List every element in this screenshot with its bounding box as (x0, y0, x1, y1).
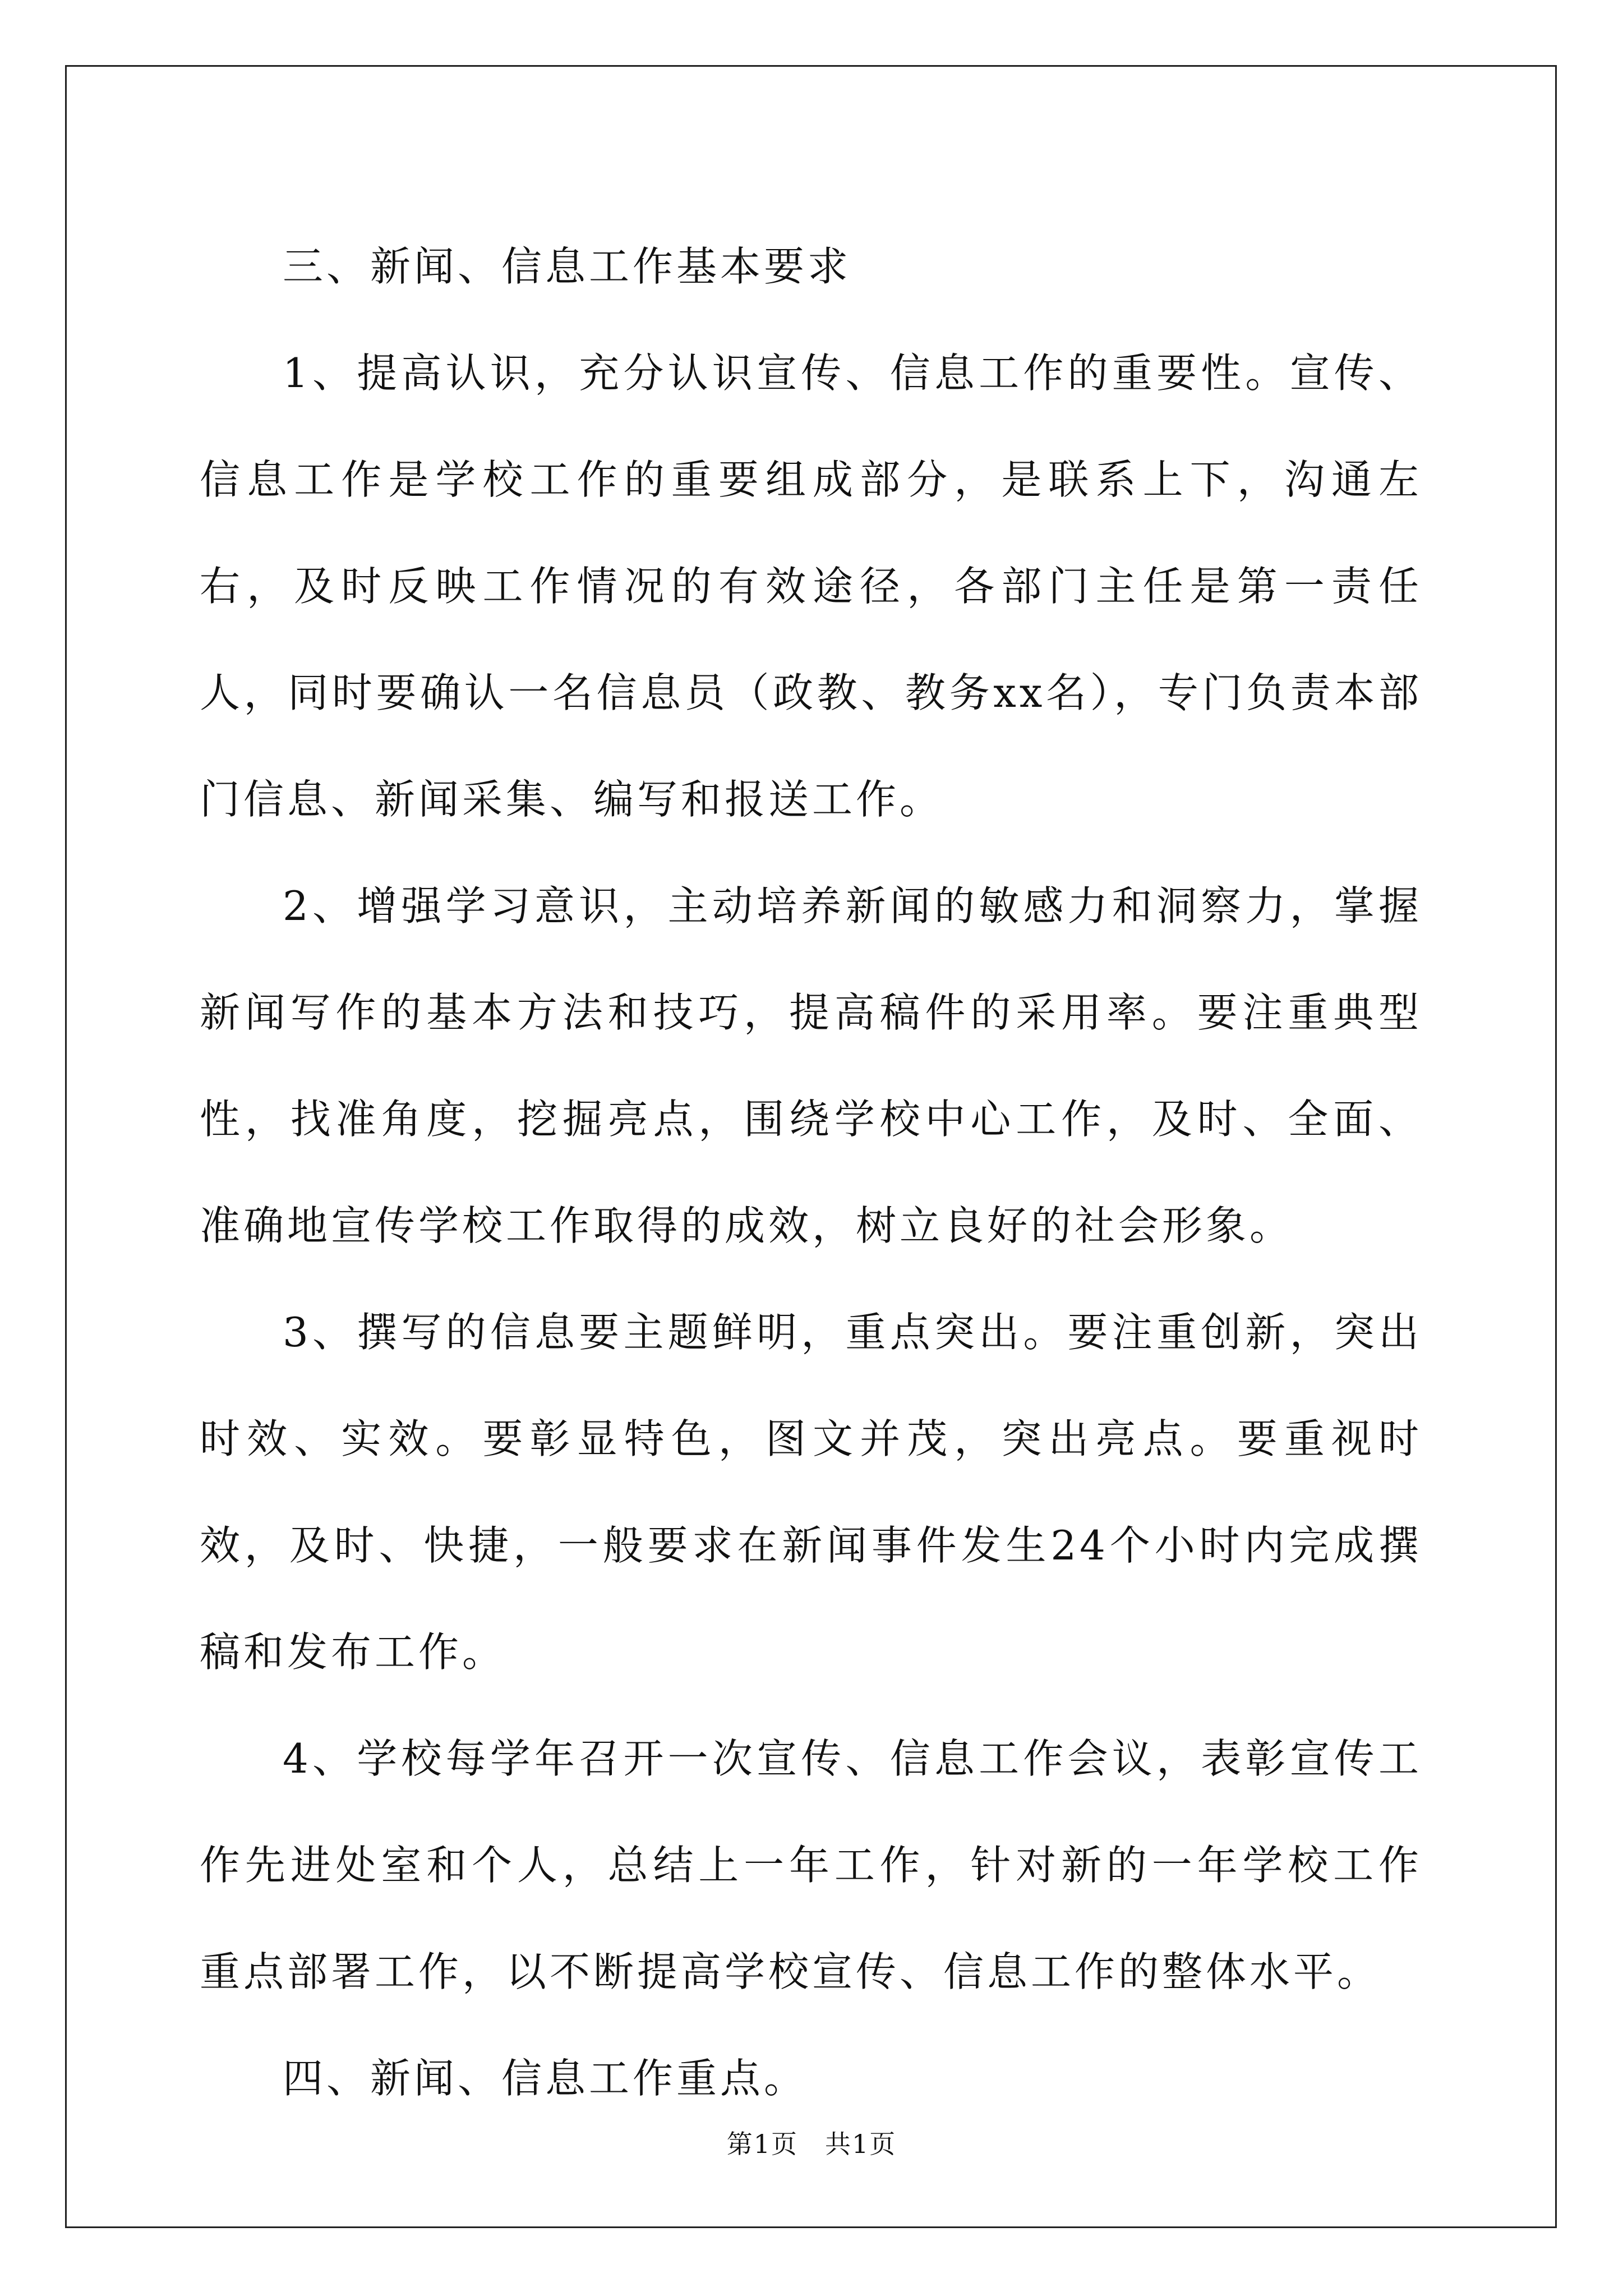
page-footer: 第1页 共1页 (726, 2129, 897, 2159)
paragraph-4: 4、学校每学年召开一次宣传、信息工作会议，表彰宣传工作先进处室和个人，总结上一年工作，针对新的一年学校工作重点部署工作，以不断提高学校宣传、信息工作的整体水平。 (200, 1735, 1422, 1995)
section-heading-4: 四、新闻、信息工作重点。 (283, 2055, 808, 2102)
paragraph-2: 2、增强学习意识，主动培养新闻的敏感力和洞察力，掌握新闻写作的基本方法和技巧，提高稿件的采用率。要注重典型性，找准角度，挖掘亮点，围绕学校中心工作，及时、全面、准确地宣传学校工作取得的成效，树立良好的社会形象。 (200, 882, 1422, 1249)
document-body (200, 213, 1422, 2132)
section-heading-3: 三、新闻、信息工作基本要求 (283, 243, 852, 290)
paragraph-3: 3、撰写的信息要主题鲜明，重点突出。要注重创新，突出时效、实效。要彰显特色，图文并茂，突出亮点。要重视时效，及时、快捷，一般要求在新闻事件发生24个小时内完成撰稿和发布工作。 (200, 1309, 1422, 1676)
paragraph-1: 1、提高认识，充分认识宣传、信息工作的重要性。宣传、信息工作是学校工作的重要组成部分，是联系上下，沟通左右，及时反映工作情况的有效途径，各部门主任是第一责任人，同时要确认一名信息员（政教、教务xx名），专门负责本部门信息、新闻采集、编写和报送工作。 (200, 349, 1422, 823)
